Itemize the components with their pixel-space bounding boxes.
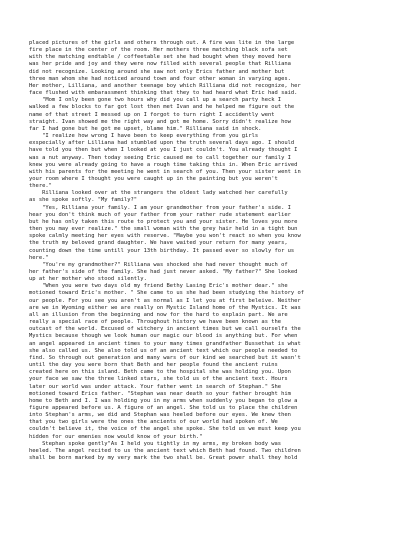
text-line: home to Beth and I. I was holding you in my arms when suddenly you began to glow a [29, 397, 298, 404]
text-line: placed pictures of the girls and others through out. A fire was lite in the large [29, 40, 295, 46]
text-line: "I realize how wrong I have been to keep everything from you girls [29, 133, 259, 140]
text-line: here." [29, 254, 49, 261]
text-line: find. So through out generation and many wars of our kind we searched but it wasn't [29, 354, 301, 361]
text-line: far I had gone but he got me upset, blame him." Rilliana said in shock. [29, 125, 262, 132]
text-line: Her mother, Lilliana, and another teenage boy which Rilliana did not recognize, her [29, 82, 301, 89]
text-line: as she spoke softly. "My family?" [29, 197, 138, 204]
text-line: into Stephan's arms, we did and Stephan was heeled before our eyes. We knew then [29, 412, 291, 419]
text-line: until the day you were born that Beth and her people found the ancient ruins [29, 362, 278, 369]
text-line: was her pride and joy and they were now filled with several people that Rilliana [29, 61, 291, 68]
text-line: exspecially after Lilliana had stumbled upon the truth several days ago. I should [29, 140, 295, 147]
text-line: are we in Wyoming either we are really on Mystic Island home of the Mystics. It was [29, 304, 301, 311]
text-line: created here on this island. Beth came to the hospital she was holding you. Upon [29, 369, 291, 376]
text-line: have told you then but when I looked at you I just couldn't. You already thought I [29, 147, 298, 154]
text-line: motioned toward Eric's mother. " She came to us she had been studying the history of [29, 290, 304, 297]
text-line: fire place in the center of the room. Her mothers three matching black sofa set [29, 47, 288, 54]
text-line: then you may ever realize." the small woman with the grey hair held in a tight bun [29, 226, 298, 233]
text-line: Stephan spoke gently"As I held you tightly in my arms, my broken body was [29, 440, 282, 447]
text-line: Rilliana looked over at the strangers the oldest lady watched her carefully [29, 190, 288, 197]
text-line: heeled. The angel recited to us the ancient text which Beth had found. Two children [29, 447, 301, 454]
text-line: the truth my beloved grand daughter. We have waited your return for many years, [29, 240, 288, 247]
text-line: your room where I thought you were caught up in the painting but you weren't [29, 175, 278, 182]
text-line: with the matching endtable / coffeetable set she had bought when they moved here [29, 54, 291, 61]
text-line: she also called us. She also told us of an ancient text which our people needed to [29, 347, 298, 354]
text-line: figure appeared before us. A figure of an angel. She told us to place the children [29, 404, 298, 411]
text-line: with his parents for the meeting he went in search of you. Then your sister went in [29, 168, 301, 175]
manuscript-text [29, 40, 392, 462]
text-line: outcast of the world. Excused of witchery in ancient times but we call ourselfs the [29, 326, 301, 333]
text-line: "Yes, Rilliana your family. I am your grandmother from your father's side. I [29, 204, 291, 211]
text-line: that you two girls were the ones the ancients of our world had spoken of. We [29, 419, 278, 426]
text-line: walked a few blocks to far got lost then met Ivan and he helped me figure out the [29, 104, 295, 111]
text-line: spoke calmly meeting her eyes with reserve. "Maybe you won't react so when you know [29, 233, 301, 240]
text-line: her father's side of the family. She had just never asked. "My father?" She looked [29, 269, 298, 275]
text-line: an angel appeared in ancient times to your many times grandfather Bussethat is what [29, 340, 301, 347]
text-line: motioned toward Erics father. "Stephan was near death so your father brought him [29, 390, 291, 397]
text-line: face flushed with embarassment thinking that they to had heard what Eric had said. [29, 90, 298, 97]
text-line: later our world was under attack. Your father went in search of Stephan." She [29, 383, 282, 390]
text-line: Mystics because though we look human our magic our blood is anything but. For when [29, 333, 298, 340]
text-line: but he has only taken this route to protect you and your sister. He loves you more [29, 218, 298, 225]
text-line: "When you were two days old my friend Bethy Lasing Eric's mother dear." she [29, 283, 288, 290]
text-line: knew you were already going to have a rough time taking this in. When Eric arrived [29, 161, 298, 168]
text-line: up at her mother who stood silently. [29, 276, 147, 283]
text-line: your face we saw the three linked stars, she told us of the ancient text. Hours [29, 376, 288, 383]
text-line: name of that street I messed up on I forgot to turn right I accidently went [29, 111, 275, 118]
text-line: couldn't believe it, the voice of the angel she spoke. She told us we must keep you [29, 426, 301, 433]
text-line: counting down the time untill your 13th birthday. It passed ever so slowly for us [29, 247, 295, 254]
text-line: "Mom I only been gone two hours why did you call up a search party heck I [29, 97, 282, 104]
text-line: all an illusion from the beginning and now for the hard to explain part. We are [29, 311, 288, 318]
text-line: straight. Ivan showed me the right way and got me home. Sorry didn't realize how [29, 118, 291, 125]
text-line: our people. For you see you aren't as normal as I let you at first beleive. Neither [29, 297, 301, 304]
text-line: was a nut anyway. Then today seeing Eric caused me to call together our family I [29, 154, 291, 161]
text-line: "You're my grandmother?" Rilliana was shocked she had never thought much of [29, 261, 288, 268]
text-line: did not recognize. Looking around she saw not only Erics father and mother but [29, 68, 285, 75]
text-line: hear you don't think much of your father from your rather rude statement earlier [29, 211, 291, 218]
text-line: shall be born marked by my very mark the two shall be. Great power shall they hold [29, 455, 298, 462]
text-line: there." [29, 183, 52, 190]
text-line: hidden for our emenies now would know of your birth." [29, 433, 203, 440]
text-line: really a special race of people. Throughout history we have been known as the [29, 319, 282, 326]
text-line: three man whom she had noticed around town and four other woman in varying ages. [29, 75, 291, 82]
